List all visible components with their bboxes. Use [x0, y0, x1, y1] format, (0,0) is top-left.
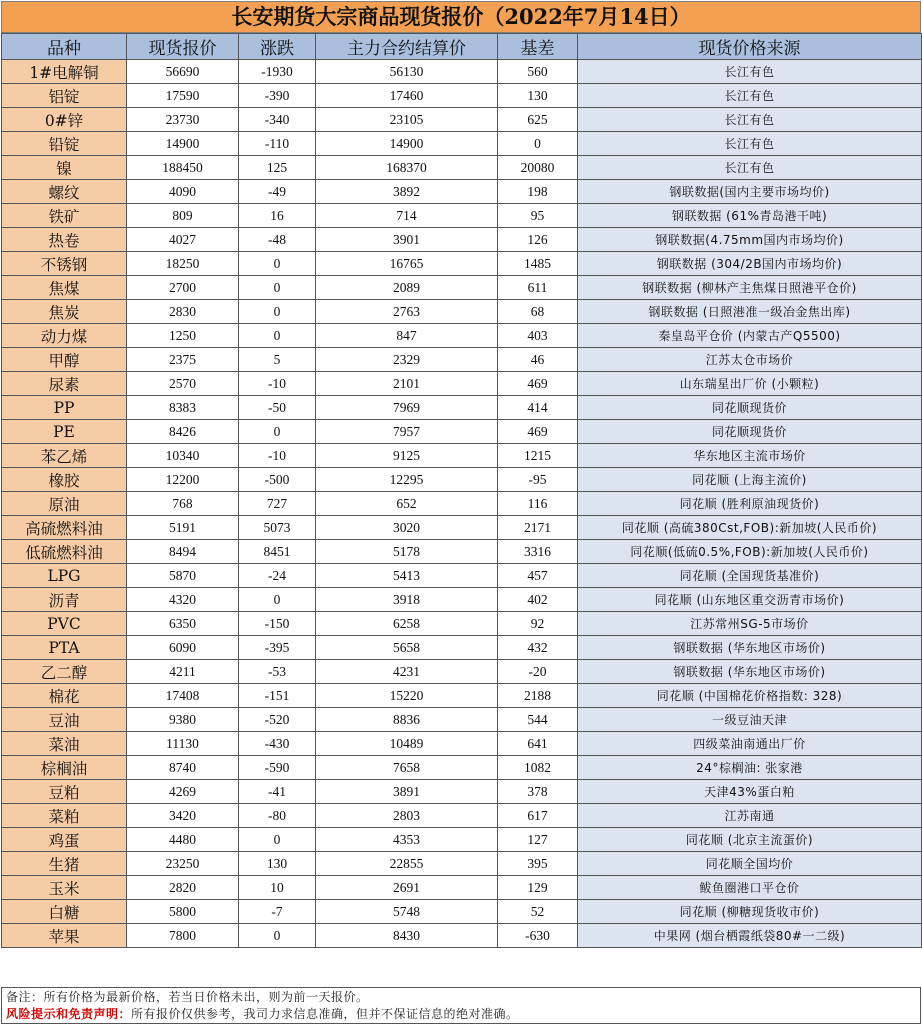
settlement-cell: 5658: [316, 636, 498, 660]
source-cell: 江苏太仓市场价: [578, 348, 922, 372]
header-change: 涨跌: [239, 34, 316, 60]
change-cell: -53: [239, 660, 316, 684]
source-cell: 同花顺全国均价: [578, 852, 922, 876]
spot-price-cell: 8383: [127, 396, 239, 420]
basis-cell: 116: [498, 492, 578, 516]
table-row: [2, 180, 922, 204]
settlement-cell: 8836: [316, 708, 498, 732]
settlement-cell: 14900: [316, 132, 498, 156]
price-table: [1, 33, 922, 948]
source-cell: 钢联数据 (华东地区市场价): [578, 636, 922, 660]
source-cell: 同花顺 (柳糖现货收市价): [578, 900, 922, 924]
commodity-cell: PVC: [2, 612, 127, 636]
header-settlement: 主力合约结算价: [316, 34, 498, 60]
basis-cell: 611: [498, 276, 578, 300]
spot-price-cell: 4320: [127, 588, 239, 612]
basis-cell: 127: [498, 828, 578, 852]
spot-price-cell: 9380: [127, 708, 239, 732]
settlement-cell: 168370: [316, 156, 498, 180]
table-row: [2, 684, 922, 708]
commodity-cell: 焦炭: [2, 300, 127, 324]
settlement-cell: 16765: [316, 252, 498, 276]
table-row: [2, 804, 922, 828]
settlement-cell: 7957: [316, 420, 498, 444]
table-row: [2, 468, 922, 492]
table-row: [2, 132, 922, 156]
change-cell: -395: [239, 636, 316, 660]
source-cell: 24°棕榈油: 张家港: [578, 756, 922, 780]
commodity-cell: 生猪: [2, 852, 127, 876]
settlement-cell: 22855: [316, 852, 498, 876]
change-cell: -150: [239, 612, 316, 636]
spot-price-cell: 12200: [127, 468, 239, 492]
basis-cell: 617: [498, 804, 578, 828]
basis-cell: 457: [498, 564, 578, 588]
commodity-cell: 铝锭: [2, 84, 127, 108]
settlement-cell: 5178: [316, 540, 498, 564]
source-cell: 同花顺 (山东地区重交沥青市场价): [578, 588, 922, 612]
change-cell: -151: [239, 684, 316, 708]
basis-cell: 395: [498, 852, 578, 876]
header-commodity: 品种: [2, 34, 127, 60]
change-cell: -49: [239, 180, 316, 204]
commodity-cell: 铅锭: [2, 132, 127, 156]
commodity-cell: 原油: [2, 492, 127, 516]
table-row: [2, 540, 922, 564]
source-cell: 同花顺 (全国现货基准价): [578, 564, 922, 588]
source-cell: 天津43%蛋白粕: [578, 780, 922, 804]
source-cell: 同花顺 (高硫380Cst,FOB):新加坡(人民币价): [578, 516, 922, 540]
change-cell: 8451: [239, 540, 316, 564]
table-row: [2, 156, 922, 180]
commodity-cell: 菜油: [2, 732, 127, 756]
change-cell: -24: [239, 564, 316, 588]
change-cell: -7: [239, 900, 316, 924]
source-cell: 长江有色: [578, 84, 922, 108]
commodity-cell: PE: [2, 420, 127, 444]
source-cell: 同花顺 (北京主流蛋价): [578, 828, 922, 852]
source-cell: 钢联数据 (61%青岛港干吨): [578, 204, 922, 228]
table-row: [2, 276, 922, 300]
table-row: [2, 516, 922, 540]
source-cell: 长江有色: [578, 60, 922, 84]
change-cell: -340: [239, 108, 316, 132]
settlement-cell: 3918: [316, 588, 498, 612]
commodity-cell: 动力煤: [2, 324, 127, 348]
spot-price-cell: 14900: [127, 132, 239, 156]
change-cell: 0: [239, 924, 316, 948]
source-cell: 秦皇岛平仓价 (内蒙古产Q5500): [578, 324, 922, 348]
source-cell: 鲅鱼圈港口平仓价: [578, 876, 922, 900]
change-cell: 5: [239, 348, 316, 372]
basis-cell: 2171: [498, 516, 578, 540]
commodity-cell: LPG: [2, 564, 127, 588]
spot-price-cell: 4211: [127, 660, 239, 684]
change-cell: -430: [239, 732, 316, 756]
basis-cell: 0: [498, 132, 578, 156]
basis-cell: 402: [498, 588, 578, 612]
spot-price-cell: 5870: [127, 564, 239, 588]
spot-price-cell: 4269: [127, 780, 239, 804]
commodity-cell: PP: [2, 396, 127, 420]
basis-cell: 469: [498, 372, 578, 396]
table-row: [2, 900, 922, 924]
commodity-cell: 焦煤: [2, 276, 127, 300]
commodity-cell: 螺纹: [2, 180, 127, 204]
spot-price-cell: 2700: [127, 276, 239, 300]
spot-price-cell: 4027: [127, 228, 239, 252]
commodity-cell: 低硫燃料油: [2, 540, 127, 564]
basis-cell: 403: [498, 324, 578, 348]
table-row: [2, 300, 922, 324]
table-row: [2, 660, 922, 684]
settlement-cell: 15220: [316, 684, 498, 708]
commodity-cell: 菜粕: [2, 804, 127, 828]
spot-price-cell: 3420: [127, 804, 239, 828]
settlement-cell: 56130: [316, 60, 498, 84]
basis-cell: 1485: [498, 252, 578, 276]
basis-cell: 68: [498, 300, 578, 324]
disclaimer: [1, 1005, 921, 1024]
table-row: [2, 444, 922, 468]
change-cell: 0: [239, 300, 316, 324]
settlement-cell: 847: [316, 324, 498, 348]
table-row: [2, 84, 922, 108]
settlement-cell: 6258: [316, 612, 498, 636]
settlement-cell: 10489: [316, 732, 498, 756]
basis-cell: -95: [498, 468, 578, 492]
commodity-cell: 镍: [2, 156, 127, 180]
change-cell: -590: [239, 756, 316, 780]
basis-cell: 3316: [498, 540, 578, 564]
source-cell: 江苏常州SG-5市场价: [578, 612, 922, 636]
spot-price-cell: 8494: [127, 540, 239, 564]
settlement-cell: 5413: [316, 564, 498, 588]
source-cell: 钢联数据(4.75mm国内市场均价): [578, 228, 922, 252]
disclaimer-label: 风险提示和免责声明：: [6, 1007, 132, 1021]
settlement-cell: 3891: [316, 780, 498, 804]
change-cell: 16: [239, 204, 316, 228]
basis-cell: 544: [498, 708, 578, 732]
change-cell: -1930: [239, 60, 316, 84]
change-cell: 0: [239, 828, 316, 852]
settlement-cell: 652: [316, 492, 498, 516]
source-cell: 长江有色: [578, 108, 922, 132]
basis-cell: 198: [498, 180, 578, 204]
footnote: 备注：所有价格为最新价格，若当日价格未出，则为前一天报价。: [1, 987, 921, 1006]
table-row: [2, 828, 922, 852]
change-cell: 0: [239, 252, 316, 276]
header-spot-price: 现货报价: [127, 34, 239, 60]
settlement-cell: 4231: [316, 660, 498, 684]
table-row: [2, 372, 922, 396]
change-cell: 0: [239, 276, 316, 300]
table-row: [2, 612, 922, 636]
settlement-cell: 3901: [316, 228, 498, 252]
commodity-cell: 豆粕: [2, 780, 127, 804]
settlement-cell: 2763: [316, 300, 498, 324]
table-row: [2, 708, 922, 732]
change-cell: 727: [239, 492, 316, 516]
basis-cell: 52: [498, 900, 578, 924]
change-cell: -520: [239, 708, 316, 732]
spot-price-cell: 6350: [127, 612, 239, 636]
basis-cell: 46: [498, 348, 578, 372]
table-row: [2, 636, 922, 660]
settlement-cell: 2691: [316, 876, 498, 900]
settlement-cell: 3892: [316, 180, 498, 204]
source-cell: 江苏南通: [578, 804, 922, 828]
change-cell: 125: [239, 156, 316, 180]
change-cell: -110: [239, 132, 316, 156]
commodity-cell: 热卷: [2, 228, 127, 252]
change-cell: 5073: [239, 516, 316, 540]
settlement-cell: 2803: [316, 804, 498, 828]
basis-cell: 1082: [498, 756, 578, 780]
basis-cell: 378: [498, 780, 578, 804]
spot-price-cell: 5800: [127, 900, 239, 924]
source-cell: 钢联数据 (日照港准一级冶金焦出库): [578, 300, 922, 324]
spot-price-cell: 7800: [127, 924, 239, 948]
spot-price-cell: 8740: [127, 756, 239, 780]
commodity-cell: 不锈钢: [2, 252, 127, 276]
change-cell: -80: [239, 804, 316, 828]
change-cell: -50: [239, 396, 316, 420]
change-cell: -390: [239, 84, 316, 108]
commodity-cell: 1#电解铜: [2, 60, 127, 84]
source-cell: 同花顺 (中国棉花价格指数: 328): [578, 684, 922, 708]
basis-cell: -20: [498, 660, 578, 684]
settlement-cell: 9125: [316, 444, 498, 468]
settlement-cell: 2329: [316, 348, 498, 372]
spot-price-cell: 17408: [127, 684, 239, 708]
basis-cell: 625: [498, 108, 578, 132]
table-row: [2, 348, 922, 372]
table-row: [2, 396, 922, 420]
settlement-cell: 3020: [316, 516, 498, 540]
header-row: [2, 34, 922, 60]
basis-cell: 20080: [498, 156, 578, 180]
table-row: [2, 564, 922, 588]
commodity-cell: 橡胶: [2, 468, 127, 492]
basis-cell: 469: [498, 420, 578, 444]
basis-cell: 432: [498, 636, 578, 660]
source-cell: 中果网 (烟台栖霞纸袋80#一二级): [578, 924, 922, 948]
table-row: [2, 924, 922, 948]
change-cell: 0: [239, 420, 316, 444]
table-row: [2, 756, 922, 780]
spot-price-cell: 23730: [127, 108, 239, 132]
change-cell: -10: [239, 444, 316, 468]
spot-price-cell: 23250: [127, 852, 239, 876]
source-cell: 一级豆油天津: [578, 708, 922, 732]
basis-cell: 560: [498, 60, 578, 84]
commodity-cell: 尿素: [2, 372, 127, 396]
source-cell: 山东瑞星出厂价 (小颗粒): [578, 372, 922, 396]
commodity-cell: PTA: [2, 636, 127, 660]
spot-price-cell: 5191: [127, 516, 239, 540]
sheet-title: 长安期货大宗商品现货报价（2022年7月14日）: [1, 1, 921, 33]
settlement-cell: 12295: [316, 468, 498, 492]
settlement-cell: 2101: [316, 372, 498, 396]
table-row: [2, 588, 922, 612]
spot-price-cell: 4090: [127, 180, 239, 204]
spot-price-cell: 188450: [127, 156, 239, 180]
source-cell: 长江有色: [578, 132, 922, 156]
table-row: [2, 108, 922, 132]
basis-cell: 130: [498, 84, 578, 108]
source-cell: 同花顺 (上海主流价): [578, 468, 922, 492]
source-cell: 钢联数据 (304/2B国内市场均价): [578, 252, 922, 276]
commodity-cell: 乙二醇: [2, 660, 127, 684]
source-cell: 同花顺 (胜利原油现货价): [578, 492, 922, 516]
header-basis: 基差: [498, 34, 578, 60]
basis-cell: 2188: [498, 684, 578, 708]
table-row: [2, 852, 922, 876]
settlement-cell: 8430: [316, 924, 498, 948]
commodity-cell: 0#锌: [2, 108, 127, 132]
change-cell: -500: [239, 468, 316, 492]
source-cell: 同花顺现货价: [578, 420, 922, 444]
spot-price-cell: 2830: [127, 300, 239, 324]
table-row: [2, 420, 922, 444]
spot-price-cell: 809: [127, 204, 239, 228]
commodity-cell: 玉米: [2, 876, 127, 900]
source-cell: 钢联数据 (华东地区市场价): [578, 660, 922, 684]
commodity-cell: 苯乙烯: [2, 444, 127, 468]
spot-price-cell: 2375: [127, 348, 239, 372]
basis-cell: -630: [498, 924, 578, 948]
change-cell: 130: [239, 852, 316, 876]
basis-cell: 414: [498, 396, 578, 420]
spot-price-cell: 56690: [127, 60, 239, 84]
spot-price-cell: 2570: [127, 372, 239, 396]
commodity-cell: 高硫燃料油: [2, 516, 127, 540]
source-cell: 同花顺现货价: [578, 396, 922, 420]
settlement-cell: 23105: [316, 108, 498, 132]
settlement-cell: 17460: [316, 84, 498, 108]
change-cell: -10: [239, 372, 316, 396]
spot-price-cell: 2820: [127, 876, 239, 900]
header-source: 现货价格来源: [578, 34, 922, 60]
spot-price-cell: 768: [127, 492, 239, 516]
basis-cell: 95: [498, 204, 578, 228]
basis-cell: 1215: [498, 444, 578, 468]
source-cell: 钢联数据(国内主要市场均价): [578, 180, 922, 204]
settlement-cell: 714: [316, 204, 498, 228]
commodity-cell: 铁矿: [2, 204, 127, 228]
basis-cell: 129: [498, 876, 578, 900]
settlement-cell: 2089: [316, 276, 498, 300]
disclaimer-text: 所有报价仅供参考，我司力求信息准确，但并不保证信息的绝对准确。: [131, 1007, 519, 1021]
settlement-cell: 4353: [316, 828, 498, 852]
table-row: [2, 324, 922, 348]
spot-price-cell: 1250: [127, 324, 239, 348]
settlement-cell: 5748: [316, 900, 498, 924]
change-cell: -41: [239, 780, 316, 804]
change-cell: 10: [239, 876, 316, 900]
commodity-cell: 苹果: [2, 924, 127, 948]
change-cell: -48: [239, 228, 316, 252]
spot-price-cell: 18250: [127, 252, 239, 276]
basis-cell: 92: [498, 612, 578, 636]
settlement-cell: 7658: [316, 756, 498, 780]
source-cell: 长江有色: [578, 156, 922, 180]
commodity-cell: 白糖: [2, 900, 127, 924]
table-row: [2, 60, 922, 84]
change-cell: 0: [239, 324, 316, 348]
basis-cell: 641: [498, 732, 578, 756]
commodity-cell: 豆油: [2, 708, 127, 732]
table-row: [2, 780, 922, 804]
table-row: [2, 732, 922, 756]
spot-price-cell: 6090: [127, 636, 239, 660]
commodity-cell: 鸡蛋: [2, 828, 127, 852]
table-row: [2, 228, 922, 252]
spot-price-cell: 4480: [127, 828, 239, 852]
basis-cell: 126: [498, 228, 578, 252]
source-cell: 钢联数据 (柳林产主焦煤日照港平仓价): [578, 276, 922, 300]
table-row: [2, 876, 922, 900]
settlement-cell: 7969: [316, 396, 498, 420]
change-cell: 0: [239, 588, 316, 612]
table-row: [2, 204, 922, 228]
commodity-cell: 沥青: [2, 588, 127, 612]
commodity-cell: 甲醇: [2, 348, 127, 372]
spot-price-cell: 8426: [127, 420, 239, 444]
table-row: [2, 492, 922, 516]
table-body: [2, 60, 922, 948]
source-cell: 四级菜油南通出厂价: [578, 732, 922, 756]
table-row: [2, 252, 922, 276]
spot-price-cell: 17590: [127, 84, 239, 108]
commodity-cell: 棉花: [2, 684, 127, 708]
commodity-cell: 棕榈油: [2, 756, 127, 780]
source-cell: 同花顺(低硫0.5%,FOB):新加坡(人民币价): [578, 540, 922, 564]
source-cell: 华东地区主流市场价: [578, 444, 922, 468]
spot-price-cell: 10340: [127, 444, 239, 468]
spot-price-cell: 11130: [127, 732, 239, 756]
